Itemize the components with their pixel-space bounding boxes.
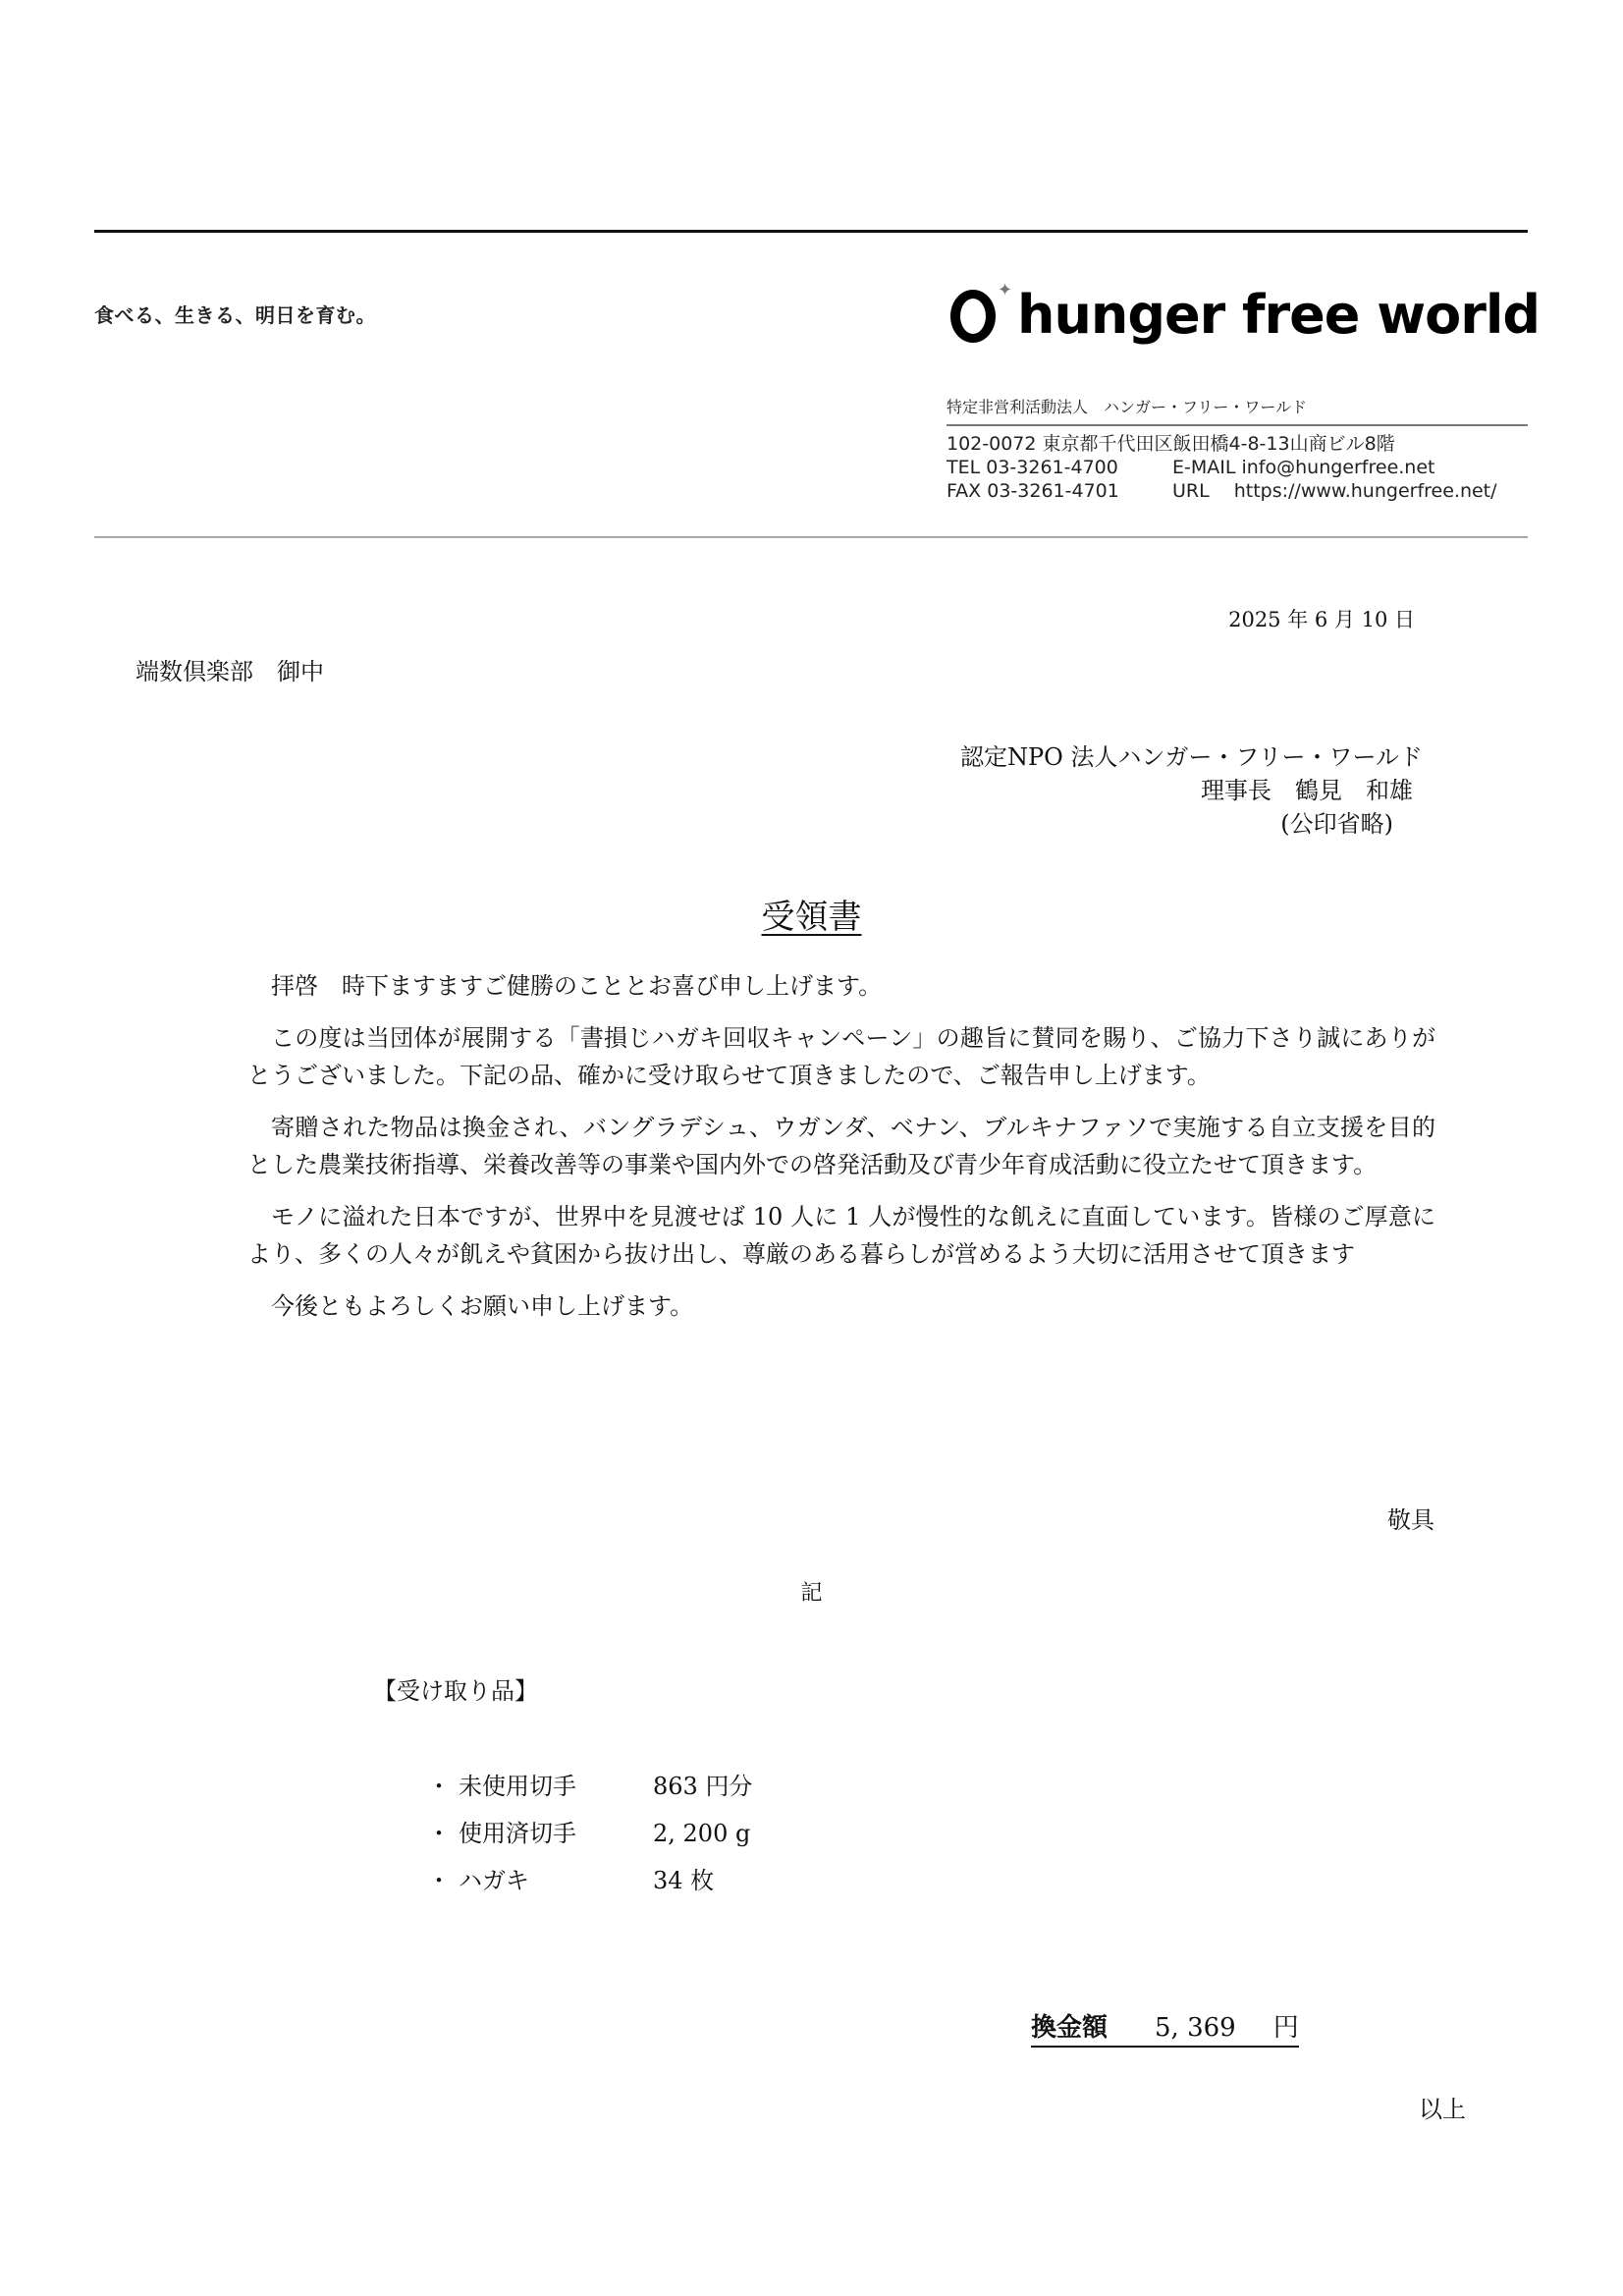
fax: FAX 03-3261-4701 (947, 480, 1119, 502)
header-bottom-rule (94, 536, 1528, 538)
received-items-heading: 【受け取り品】 (373, 1677, 538, 1705)
addressee: 端数倶楽部 御中 (135, 658, 324, 685)
sender-block (960, 740, 1423, 841)
ring-with-star-icon: ✦ (947, 286, 1007, 345)
list-item (427, 1763, 752, 1810)
bullet-icon: ・ (427, 1820, 451, 1847)
item-name: ハガキ (459, 1867, 529, 1894)
tel: TEL 03-3261-4700 (947, 457, 1118, 478)
paragraph-thanks: この度は当団体が展開する「書損じハガキ回収キャンペーン」の趣旨に賛同を賜り、ご協力下さり誠にありがとうございました。下記の品、確かに受け取らせて頂きましたので、ご報告申し上げます。 (247, 1024, 1435, 1089)
paragraph-usage: 寄贈された物品は換金され、バングラデシュ、ウガンダ、ベナン、ブルキナファソで実施する自立支援を目的とした農業技術指導、栄養改善等の事業や国内外での啓発活動及び青少年育成活動に役立たせて頂きます。 (247, 1114, 1435, 1178)
letter-body (247, 967, 1435, 1339)
logo (947, 280, 1540, 348)
item-name: 未使用切手 (459, 1773, 576, 1800)
document-title-text: 受領書 (761, 898, 862, 937)
total-amount (1031, 2007, 1299, 2048)
total-label: 換金額 (1031, 2013, 1109, 2043)
item-value: 34 枚 (653, 1867, 715, 1894)
logo-text: hunger free world (1017, 284, 1540, 346)
letter-date: 2025 年 6 月 10 日 (1228, 608, 1415, 631)
paragraph-closing-remark: 今後ともよろしくお願い申し上げます。 (271, 1292, 694, 1320)
email: E-MAIL info@hungerfree.net (1172, 457, 1435, 478)
tagline: 食べる、生きる、明日を育む。 (94, 303, 376, 327)
list-item (427, 1857, 752, 1904)
total-unit: 円 (1272, 2013, 1299, 2043)
closing-keigu: 敬具 (1387, 1506, 1434, 1534)
list-item (427, 1810, 752, 1857)
contact-block (947, 432, 1497, 503)
end-mark: 以上 (1419, 2096, 1466, 2123)
paragraph-mission: モノに溢れた日本ですが、世界中を見渡せば 10 人に 1 人が慢性的な飢えに直面しています。皆様のご厚意により、多くの人々が飢えや貧困から抜け出し、尊厳のある暮らしが営めるよう大切に活用させて頂きます (247, 1203, 1435, 1268)
item-name: 使用済切手 (459, 1820, 576, 1847)
seal-note: (公印省略) (1280, 810, 1393, 838)
address: 102-0072 東京都千代田区飯田橋4-8-13山商ビル8階 (947, 433, 1395, 455)
paragraph-greeting: 拝啓 時下ますますご健勝のこととお喜び申し上げます。 (271, 972, 883, 1000)
document-title (0, 890, 1623, 938)
org-name-jp: 特定非営利活動法人 ハンガー・フリー・ワールド (947, 398, 1308, 416)
bullet-icon: ・ (427, 1773, 451, 1800)
total-value: 5, 369 (1155, 2013, 1236, 2043)
url: URL https://www.hungerfree.net/ (1172, 480, 1497, 502)
sender-title-name: 理事長 鶴見 和雄 (1201, 777, 1413, 804)
bullet-icon: ・ (427, 1867, 451, 1894)
header-top-rule (94, 230, 1528, 233)
org-rule (947, 424, 1528, 426)
received-items-list (427, 1763, 752, 1904)
ki-marker: 記 (800, 1581, 823, 1606)
sender-org: 認定NPO 法人ハンガー・フリー・ワールド (959, 743, 1423, 771)
item-value: 2, 200 g (653, 1820, 751, 1847)
item-value: 863 円分 (653, 1773, 753, 1800)
